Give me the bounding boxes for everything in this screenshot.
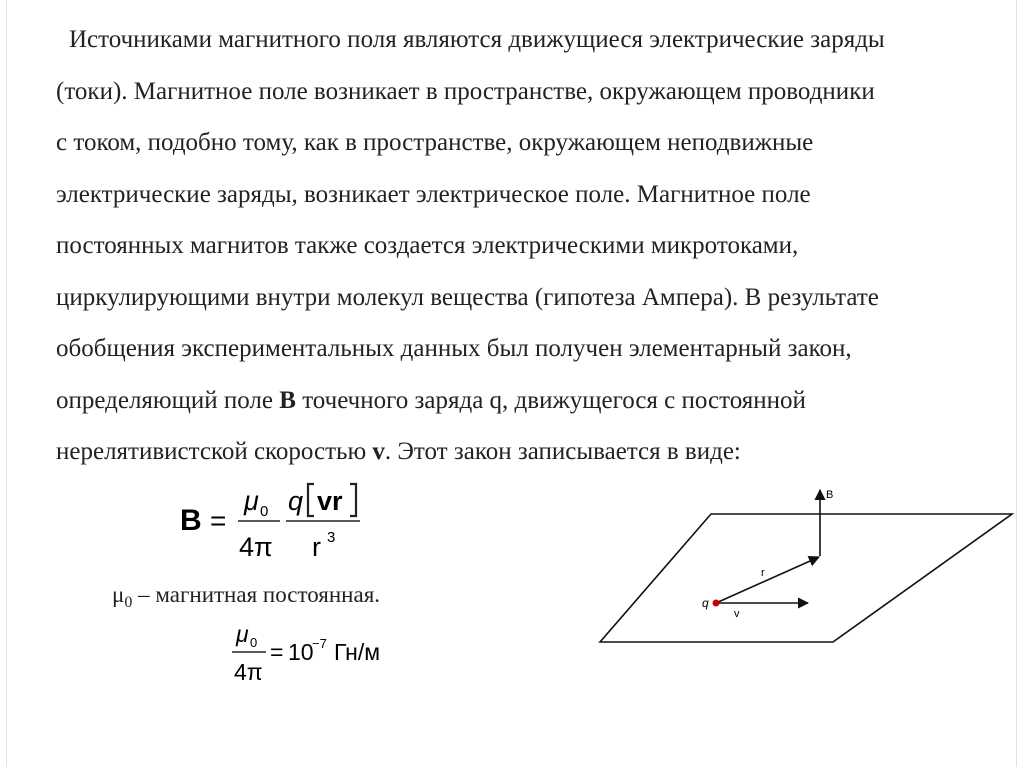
formula2-unit: Гн/м (334, 639, 381, 665)
magnetic-constant-formula (228, 620, 428, 690)
paragraph-line-6: циркулирующими внутри молекул вещества (гипотеза Ампера). В результате (56, 283, 879, 311)
biot-savart-formula (180, 474, 380, 574)
formula-equals: = (210, 505, 227, 536)
paragraph-line-4: электрические заряды, возникает электрическое поле. Магнитное поле (56, 180, 811, 208)
formula2-exponent: −7 (312, 636, 327, 651)
left-bracket (308, 484, 314, 516)
charge-field-diagram (596, 480, 1016, 650)
formula-mu-sub: 0 (260, 503, 269, 520)
velocity-symbol-v: v (372, 438, 385, 465)
right-bracket (350, 484, 356, 516)
main-paragraph (56, 14, 1006, 478)
formula2-ten: 10 (288, 639, 314, 665)
charge-dot (713, 600, 720, 607)
left-border-line (6, 0, 7, 767)
vector-r-arrow (716, 557, 819, 603)
paragraph-line-8 (56, 375, 1006, 427)
label-r: r (761, 567, 765, 579)
formula2-equals: = (270, 639, 284, 665)
right-border-line (1016, 0, 1017, 767)
paragraph-line-7: обобщения экспериментальных данных был получен элементарный закон, (56, 335, 852, 362)
line-9-text-c: . Этот закон записывается в виде: (384, 438, 741, 465)
note-mu: μ (112, 582, 125, 607)
paragraph-line-9 (56, 426, 1006, 478)
formula-mu: μ (244, 486, 259, 516)
note-text: – магнитная постоянная. (132, 582, 381, 607)
formula2-four-pi: 4π (234, 659, 263, 685)
paragraph-line-5: постоянных магнитов также создается электрическими микротоками, (56, 232, 799, 259)
formula-r-exponent: 3 (327, 529, 336, 546)
paragraph-line-3: с током, подобно тому, как в пространстве, окружающем неподвижные (56, 129, 814, 156)
paragraph-line-1: Источниками магнитного поля являются движущиеся электрические заряды (69, 26, 885, 53)
label-b: B (826, 489, 834, 501)
formula-lhs-b: B (180, 504, 202, 537)
paragraph-line-2: (токи). Магнитное поле возникает в пространстве, окружающем проводники (56, 77, 875, 105)
magnetic-constant-note (112, 582, 380, 612)
note-mu-sub: 0 (124, 594, 133, 611)
line-8-text-a: определяющий поле (56, 386, 280, 414)
label-v: v (734, 608, 740, 620)
formula2-mu-sub: 0 (250, 635, 258, 650)
formula-q: q (288, 486, 304, 516)
formula-vr: vr (317, 486, 343, 516)
formula2-mu: μ (236, 621, 249, 647)
formula-r: r (312, 532, 321, 562)
formula-four-pi: 4π (239, 532, 273, 562)
line-8-text-c: точечного заряда q, движущегося с постоянной (295, 386, 806, 414)
line-9-text-a: нерелятивистской скоростью (56, 438, 373, 465)
label-q: q (702, 596, 709, 610)
field-symbol-b: B (279, 386, 296, 414)
plane-parallelogram (600, 514, 1012, 642)
